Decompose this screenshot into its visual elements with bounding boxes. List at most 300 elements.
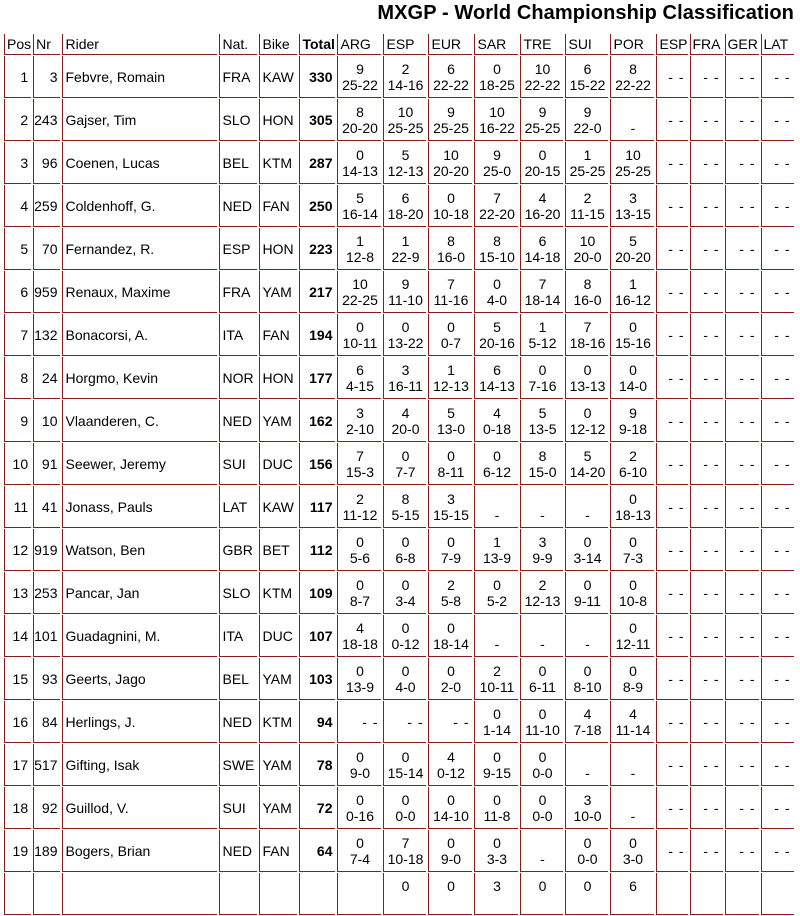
header-row [4, 34, 794, 55]
round-result-cell [610, 228, 654, 270]
round-empty-cell: - - [725, 744, 759, 786]
bike-cell: HON [259, 228, 297, 270]
round-points: 8 [401, 490, 410, 507]
moto-positions: 12-13 [524, 592, 561, 609]
round-points: 0 [629, 490, 637, 507]
nation-cell: BEL [219, 658, 257, 700]
round-result-cell [520, 658, 563, 700]
header-round-0[interactable]: ARG [337, 34, 381, 55]
moto-positions: 11-16 [433, 291, 469, 308]
round-points: 1 [356, 232, 364, 249]
bike-cell: FAN [259, 314, 297, 356]
round-result-cell [610, 400, 654, 442]
round-points: 9 [629, 404, 637, 421]
rider-cell: Guadagnini, M. [62, 615, 217, 657]
round-result-cell [428, 658, 472, 700]
bike-cell: YAM [259, 400, 297, 442]
moto-positions: - [540, 850, 545, 867]
bike-cell: YAM [259, 787, 297, 829]
header-nr[interactable]: Nr [33, 34, 60, 55]
total-cell: 305 [299, 99, 335, 141]
moto-positions: 3-0 [622, 850, 644, 867]
pos-cell: 9 [4, 400, 31, 442]
round-result-cell [383, 271, 426, 313]
moto-positions: 12-8 [345, 248, 374, 265]
round-result-cell [474, 658, 518, 700]
header-round-6[interactable]: POR [610, 34, 654, 55]
round-result-cell [337, 486, 381, 528]
rider-cell: Gajser, Tim [62, 99, 217, 141]
round-result-cell [520, 56, 563, 98]
round-result-cell [337, 185, 381, 227]
moto-positions: 11-12 [342, 506, 378, 523]
round-empty-cell: - - [690, 787, 723, 829]
round-empty-cell: - - [656, 830, 687, 872]
round-points: 0 [629, 576, 637, 593]
round-empty-cell: - - [656, 357, 687, 399]
table-row [4, 486, 794, 528]
number-cell: 70 [33, 228, 60, 270]
nation-cell: NED [219, 701, 257, 743]
round-result-cell [383, 744, 426, 786]
moto-positions: 14-10 [433, 807, 469, 824]
number-cell: 919 [33, 529, 60, 571]
round-points [611, 749, 654, 765]
pos-cell: 15 [4, 658, 31, 700]
bike-cell [259, 873, 297, 915]
round-result-cell [428, 228, 472, 270]
round-result-cell [610, 56, 654, 98]
round-points: 10 [489, 103, 505, 120]
pos-cell: 4 [4, 185, 31, 227]
round-result-cell [520, 529, 563, 571]
moto-positions: 4-0 [395, 678, 416, 695]
round-points: 0 [629, 834, 637, 851]
round-empty-cell: - - [761, 572, 794, 614]
table-row [4, 701, 794, 743]
nation-cell: SLO [219, 572, 257, 614]
header-round-8[interactable]: FRA [690, 34, 723, 55]
moto-positions: 22-9 [391, 248, 420, 265]
round-result-cell [383, 400, 426, 442]
round-empty-cell: - - [725, 830, 759, 872]
nation-cell [219, 873, 257, 915]
bike-cell: FAN [259, 185, 297, 227]
round-points: 2 [538, 576, 547, 593]
round-result-cell [428, 787, 472, 829]
moto-positions: 20-20 [342, 119, 378, 136]
round-result-cell [565, 658, 608, 700]
pos-cell: 7 [4, 314, 31, 356]
round-points: 0 [447, 662, 455, 679]
moto-positions: 18-18 [342, 635, 378, 652]
pos-cell [4, 873, 31, 915]
header-round-3[interactable]: SAR [474, 34, 518, 55]
round-result-cell [520, 572, 563, 614]
total-cell: 287 [299, 142, 335, 184]
round-points: 3 [356, 404, 364, 421]
round-empty-cell: - - [725, 572, 759, 614]
bike-cell: HON [259, 357, 297, 399]
round-empty-cell: - - [656, 529, 687, 571]
number-cell: 41 [33, 486, 60, 528]
number-cell: 84 [33, 701, 60, 743]
round-points: 0 [447, 189, 455, 206]
round-empty-cell: - - [656, 658, 687, 700]
round-empty-cell: - - [725, 486, 759, 528]
round-result-cell [565, 99, 608, 141]
moto-positions: - [585, 506, 590, 523]
moto-positions: 15-14 [387, 764, 424, 781]
round-points: 1 [583, 146, 592, 163]
table-row [4, 529, 794, 571]
moto-positions: 10-11 [342, 334, 378, 351]
moto-positions: 25-22 [342, 76, 378, 93]
round-result-cell [520, 787, 563, 829]
round-result-cell [337, 873, 381, 915]
round-points: 0 [538, 791, 547, 808]
round-empty-cell: - - [725, 271, 759, 313]
moto-positions: 25-0 [482, 162, 511, 179]
header-round-4[interactable]: TRE [520, 34, 563, 55]
table-row [4, 787, 794, 829]
round-points: 4 [447, 748, 455, 765]
round-empty-cell: - - [725, 443, 759, 485]
round-points [521, 491, 563, 507]
header-round-5[interactable]: SUI [565, 34, 608, 55]
total-cell: 177 [299, 357, 335, 399]
round-result-cell [565, 529, 608, 571]
round-points: 5 [356, 189, 364, 206]
header-pos[interactable]: Pos [4, 34, 31, 55]
rider-cell: Febvre, Romain [62, 56, 217, 98]
round-points: 0 [401, 791, 410, 808]
rider-cell: Geerts, Jago [62, 658, 217, 700]
header-bike[interactable]: Bike [259, 34, 297, 55]
moto-positions: 16-0 [573, 291, 602, 308]
round-points: 0 [447, 877, 455, 894]
round-points: 0 [401, 877, 410, 894]
round-result-cell [474, 701, 518, 743]
pos-cell: 5 [4, 228, 31, 270]
round-points: 2 [401, 60, 410, 77]
moto-positions: 12-13 [433, 377, 469, 394]
round-result-cell [337, 572, 381, 614]
number-cell: 91 [33, 443, 60, 485]
round-result-cell [520, 873, 563, 915]
round-empty-cell: - - [761, 701, 794, 743]
round-points [611, 104, 654, 120]
round-points: 6 [447, 60, 455, 77]
round-result-cell [337, 744, 381, 786]
round-points: 0 [493, 748, 501, 765]
round-result-cell [565, 830, 608, 872]
number-cell: 132 [33, 314, 60, 356]
moto-positions [521, 894, 563, 910]
moto-positions: 16-14 [342, 205, 378, 222]
round-points: 0 [493, 576, 501, 593]
moto-positions: 14-13 [342, 162, 378, 179]
round-points: 3 [629, 189, 637, 206]
round-points: 3 [401, 361, 410, 378]
round-points: 0 [538, 361, 547, 378]
table-row [4, 357, 794, 399]
round-result-cell [610, 314, 654, 356]
round-points: 0 [356, 146, 364, 163]
page-title: MXGP - World Championship Classification [377, 2, 794, 24]
header-rider[interactable]: Rider [62, 34, 217, 55]
moto-positions: 12-12 [569, 420, 606, 437]
round-points: 8 [538, 447, 547, 464]
number-cell: 101 [33, 615, 60, 657]
moto-positions: 25-25 [387, 119, 424, 136]
moto-positions: 15-3 [345, 463, 374, 480]
bike-cell: KTM [259, 142, 297, 184]
round-empty-cell: - - [656, 701, 687, 743]
header-round-10[interactable]: LAT [761, 34, 794, 55]
round-empty-cell: - - [725, 314, 759, 356]
round-result-cell [337, 400, 381, 442]
round-points: 6 [538, 232, 547, 249]
round-result-cell [428, 142, 472, 184]
round-result-cell [520, 228, 563, 270]
round-empty-cell [690, 873, 723, 915]
round-result-cell [474, 185, 518, 227]
pos-cell: 14 [4, 615, 31, 657]
round-result-cell [565, 271, 608, 313]
round-empty-cell: - - [761, 658, 794, 700]
round-empty-cell: - - [761, 529, 794, 571]
round-points: 0 [583, 404, 592, 421]
round-empty-cell: - - [690, 572, 723, 614]
pos-cell: 8 [4, 357, 31, 399]
round-result-cell [565, 357, 608, 399]
table-row [4, 99, 794, 141]
round-points: 5 [583, 447, 592, 464]
moto-positions: 16-11 [388, 377, 423, 394]
round-points: 0 [583, 576, 592, 593]
round-result-cell [383, 228, 426, 270]
round-result-cell [520, 400, 563, 442]
round-result-cell [337, 142, 381, 184]
round-result-cell [474, 873, 518, 915]
round-result-cell [520, 744, 563, 786]
round-points: 5 [493, 318, 501, 335]
total-cell: 223 [299, 228, 335, 270]
rider-cell: Pancar, Jan [62, 572, 217, 614]
round-points: 4 [356, 619, 364, 636]
moto-positions: 22-22 [615, 76, 651, 93]
round-empty-cell: - - [725, 400, 759, 442]
moto-positions: 6-10 [618, 463, 647, 480]
table-row [4, 658, 794, 700]
round-empty-cell: - - [761, 357, 794, 399]
round-result-cell [610, 873, 654, 915]
moto-positions: - [585, 635, 590, 652]
rider-cell: Horgmo, Kevin [62, 357, 217, 399]
round-points: 0 [356, 318, 364, 335]
round-result-cell [383, 787, 426, 829]
header-round-7[interactable]: ESP [656, 34, 687, 55]
moto-positions: 14-16 [387, 76, 424, 93]
round-points: 0 [493, 834, 501, 851]
round-points: 0 [356, 791, 364, 808]
moto-positions: 3-3 [486, 850, 508, 867]
moto-positions: 8-9 [622, 678, 644, 695]
moto-positions: 11-10 [388, 291, 423, 308]
header-total[interactable]: Total [299, 34, 335, 55]
round-points: 0 [401, 748, 410, 765]
moto-positions: 5-15 [391, 506, 420, 523]
round-points: 2 [493, 662, 501, 679]
moto-positions: 25-25 [615, 162, 651, 179]
round-empty-cell: - - [725, 99, 759, 141]
nation-cell: NED [219, 185, 257, 227]
round-points: 1 [447, 361, 455, 378]
round-result-cell [610, 99, 654, 141]
moto-positions: 18-16 [569, 334, 606, 351]
round-result-cell [474, 228, 518, 270]
round-result-cell [610, 658, 654, 700]
round-empty-cell: - - [761, 615, 794, 657]
moto-positions: 9-9 [532, 549, 553, 566]
nation-cell: LAT [219, 486, 257, 528]
round-result-cell [383, 529, 426, 571]
round-points: 0 [447, 533, 455, 550]
round-points: 0 [583, 361, 592, 378]
nation-cell: ITA [219, 314, 257, 356]
round-result-cell [337, 529, 381, 571]
moto-positions: 3-14 [573, 549, 602, 566]
moto-positions: 14-0 [618, 377, 647, 394]
header-nat[interactable]: Nat. [219, 34, 257, 55]
table-row [4, 873, 794, 915]
moto-positions: 9-15 [482, 764, 511, 781]
round-empty-cell: - - [656, 572, 687, 614]
round-result-cell [610, 830, 654, 872]
round-points: 0 [356, 533, 364, 550]
total-cell: 78 [299, 744, 335, 786]
moto-positions: 10-8 [618, 592, 647, 609]
number-cell: 93 [33, 658, 60, 700]
round-points: 0 [401, 576, 410, 593]
round-result-cell [337, 443, 381, 485]
moto-positions: 16-0 [436, 248, 465, 265]
round-points: 5 [401, 146, 410, 163]
total-cell: 72 [299, 787, 335, 829]
round-points: 7 [401, 834, 410, 851]
round-result-cell [474, 830, 518, 872]
round-empty-cell: - - [725, 56, 759, 98]
round-result-cell [520, 357, 563, 399]
round-points [566, 491, 608, 507]
pos-cell: 10 [4, 443, 31, 485]
round-points: 6 [356, 361, 364, 378]
table-row [4, 314, 794, 356]
header-round-9[interactable]: GER [725, 34, 759, 55]
round-result-cell [383, 830, 426, 872]
round-result-cell [383, 658, 426, 700]
round-result-cell [337, 56, 381, 98]
round-result-cell [610, 615, 654, 657]
bike-cell: KTM [259, 701, 297, 743]
round-result-cell [383, 185, 426, 227]
round-points: 0 [447, 834, 455, 851]
round-empty-cell: - - [725, 787, 759, 829]
nation-cell: BEL [219, 142, 257, 184]
round-result-cell [474, 615, 518, 657]
round-points: 10 [443, 146, 459, 163]
header-round-1[interactable]: ESP [383, 34, 426, 55]
moto-positions: 16-12 [615, 291, 651, 308]
round-points: 2 [583, 189, 592, 206]
round-empty-cell: - - [725, 142, 759, 184]
number-cell: 10 [33, 400, 60, 442]
round-points: 9 [447, 103, 455, 120]
round-points: 10 [534, 60, 551, 77]
moto-positions: 11-8 [483, 807, 511, 824]
total-cell: 109 [299, 572, 335, 614]
moto-positions: 15-0 [528, 463, 557, 480]
round-result-cell [383, 615, 426, 657]
round-result-cell [474, 56, 518, 98]
moto-positions: 16-22 [479, 119, 515, 136]
round-result-cell [383, 99, 426, 141]
round-empty-cell: - - [690, 529, 723, 571]
bike-cell: BET [259, 529, 297, 571]
round-points: 3 [493, 877, 501, 894]
round-empty-cell: - - [725, 658, 759, 700]
round-points: 1 [538, 318, 547, 335]
round-empty-cell: - - [690, 658, 723, 700]
round-points: 0 [538, 877, 547, 894]
moto-positions [566, 894, 608, 910]
round-empty-cell: - - [656, 787, 687, 829]
round-result-cell [337, 658, 381, 700]
moto-positions: 7-18 [573, 721, 602, 738]
pos-cell: 2 [4, 99, 31, 141]
round-points: 7 [447, 275, 455, 292]
bike-cell: DUC [259, 443, 297, 485]
round-empty-cell: - - [690, 400, 723, 442]
round-empty-cell: - - [761, 228, 794, 270]
round-result-cell [610, 486, 654, 528]
round-empty-cell: - - [725, 228, 759, 270]
round-points: 10 [625, 146, 641, 163]
round-points: 0 [401, 318, 410, 335]
round-result-cell [474, 529, 518, 571]
moto-positions: 13-9 [345, 678, 374, 695]
round-empty-cell: - - [690, 142, 723, 184]
round-empty-cell: - - [725, 615, 759, 657]
round-points: 8 [583, 275, 592, 292]
moto-positions [384, 894, 426, 910]
round-points: 0 [493, 447, 501, 464]
moto-positions: 15-10 [479, 248, 515, 265]
moto-positions: 0-0 [395, 807, 416, 824]
nation-cell: SWE [219, 744, 257, 786]
header-round-2[interactable]: EUR [428, 34, 472, 55]
moto-positions: 0-0 [532, 807, 553, 824]
round-points: 0 [493, 60, 501, 77]
moto-positions [475, 894, 518, 910]
round-result-cell [474, 357, 518, 399]
round-points: 0 [629, 619, 637, 636]
round-result-cell [337, 357, 381, 399]
moto-positions: 18-14 [433, 635, 469, 652]
nation-cell: FRA [219, 56, 257, 98]
moto-positions: 10-11 [479, 678, 515, 695]
